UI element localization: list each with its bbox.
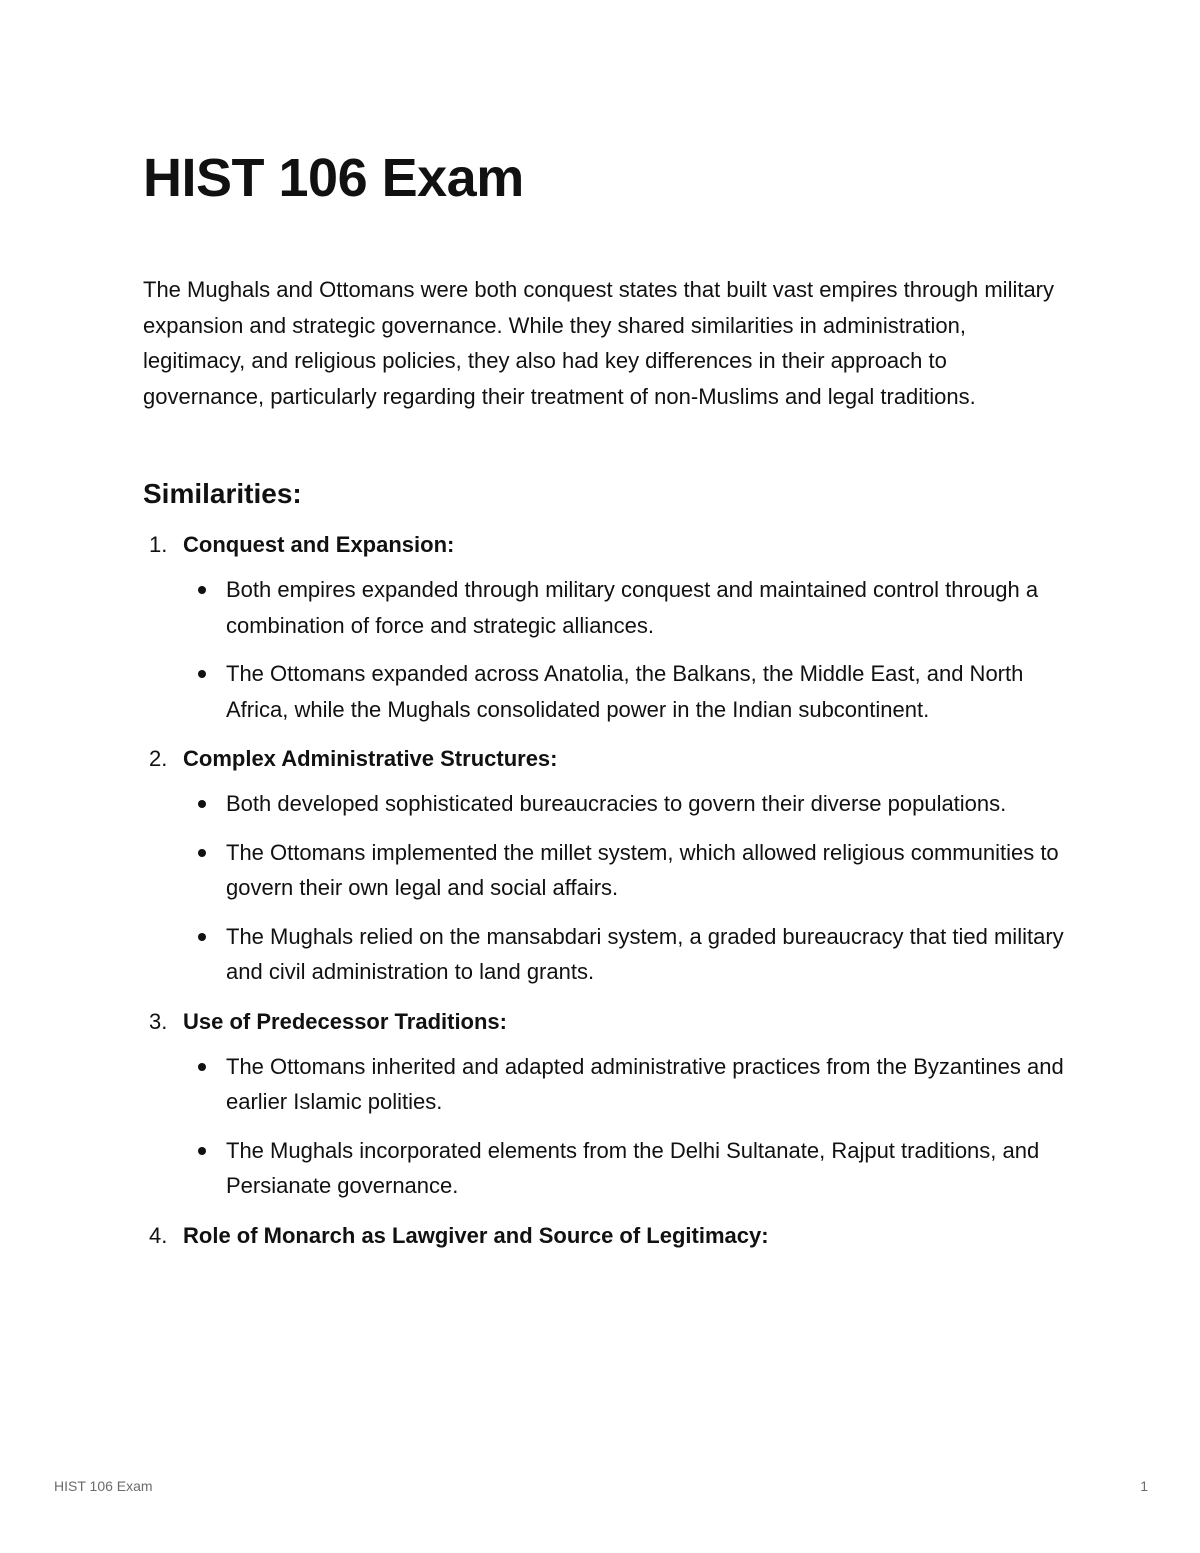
- item-number: 3.: [149, 1008, 168, 1034]
- bullet-text: Both developed sophisticated bureaucracies to govern their diverse populations.: [226, 791, 1007, 816]
- bullet-text: Both empires expanded through military conquest and maintained control through a combination of force and strategic alliances.: [226, 577, 1039, 638]
- list-item: [143, 526, 1073, 727]
- bullet-item: [226, 1133, 1073, 1204]
- bullet-list: [143, 1049, 1073, 1204]
- item-title: Role of Monarch as Lawgiver and Source of Legitimacy:: [183, 1222, 769, 1248]
- item-number: 2.: [149, 746, 168, 771]
- list-item: [143, 1003, 1073, 1204]
- document-title: HIST 106 Exam: [143, 148, 524, 208]
- bullet-icon: [198, 1147, 206, 1155]
- item-title: Conquest and Expansion:: [183, 532, 455, 557]
- bullet-text: The Mughals incorporated elements from the Delhi Sultanate, Rajput traditions, and Persianate governance.: [226, 1137, 1040, 1198]
- footer-page-number: 1: [1140, 1478, 1148, 1494]
- item-title: Use of Predecessor Traditions:: [183, 1008, 507, 1034]
- list-item: [143, 1217, 1073, 1255]
- bullet-icon: [198, 1063, 206, 1071]
- bullet-icon: [198, 670, 206, 678]
- footer-doc-title: HIST 106 Exam: [54, 1478, 153, 1494]
- bullet-item: [226, 835, 1073, 906]
- bullet-item: [226, 919, 1073, 990]
- item-number: 1.: [149, 532, 168, 557]
- similarities-list: [143, 526, 1073, 1263]
- bullet-icon: [198, 586, 206, 594]
- item-number: 4.: [149, 1222, 168, 1248]
- bullet-text: The Ottomans expanded across Anatolia, the Balkans, the Middle East, and North Africa, while the Mughals consolidated power in the Indian subcontinent.: [226, 661, 1024, 722]
- bullet-icon: [198, 933, 206, 941]
- bullet-item: [226, 572, 1073, 643]
- bullet-list: [143, 786, 1073, 990]
- bullet-text: The Mughals relied on the mansabdari system, a graded bureaucracy that tied military and civil administration to land grants.: [226, 923, 1064, 984]
- list-item: [143, 740, 1073, 990]
- bullet-item: [226, 656, 1073, 727]
- bullet-item: [226, 786, 1073, 822]
- bullet-item: [226, 1049, 1073, 1120]
- item-title: Complex Administrative Structures:: [183, 746, 558, 771]
- bullet-list: [143, 572, 1073, 727]
- bullet-icon: [198, 849, 206, 857]
- bullet-text: The Ottomans implemented the millet system, which allowed religious communities to govern their own legal and social affairs.: [226, 839, 1059, 900]
- bullet-text: The Ottomans inherited and adapted administrative practices from the Byzantines and earlier Islamic polities.: [226, 1053, 1064, 1114]
- intro-paragraph: The Mughals and Ottomans were both conquest states that built vast empires through military expansion and strategic governance. While they shared similarities in administration, legitimacy, and religious policies, they also had key differences in their approach to governance, particularly regarding their treatment of non-Muslims and legal traditions.: [143, 277, 1055, 409]
- bullet-icon: [198, 800, 206, 808]
- section-heading-similarities: Similarities:: [143, 478, 302, 509]
